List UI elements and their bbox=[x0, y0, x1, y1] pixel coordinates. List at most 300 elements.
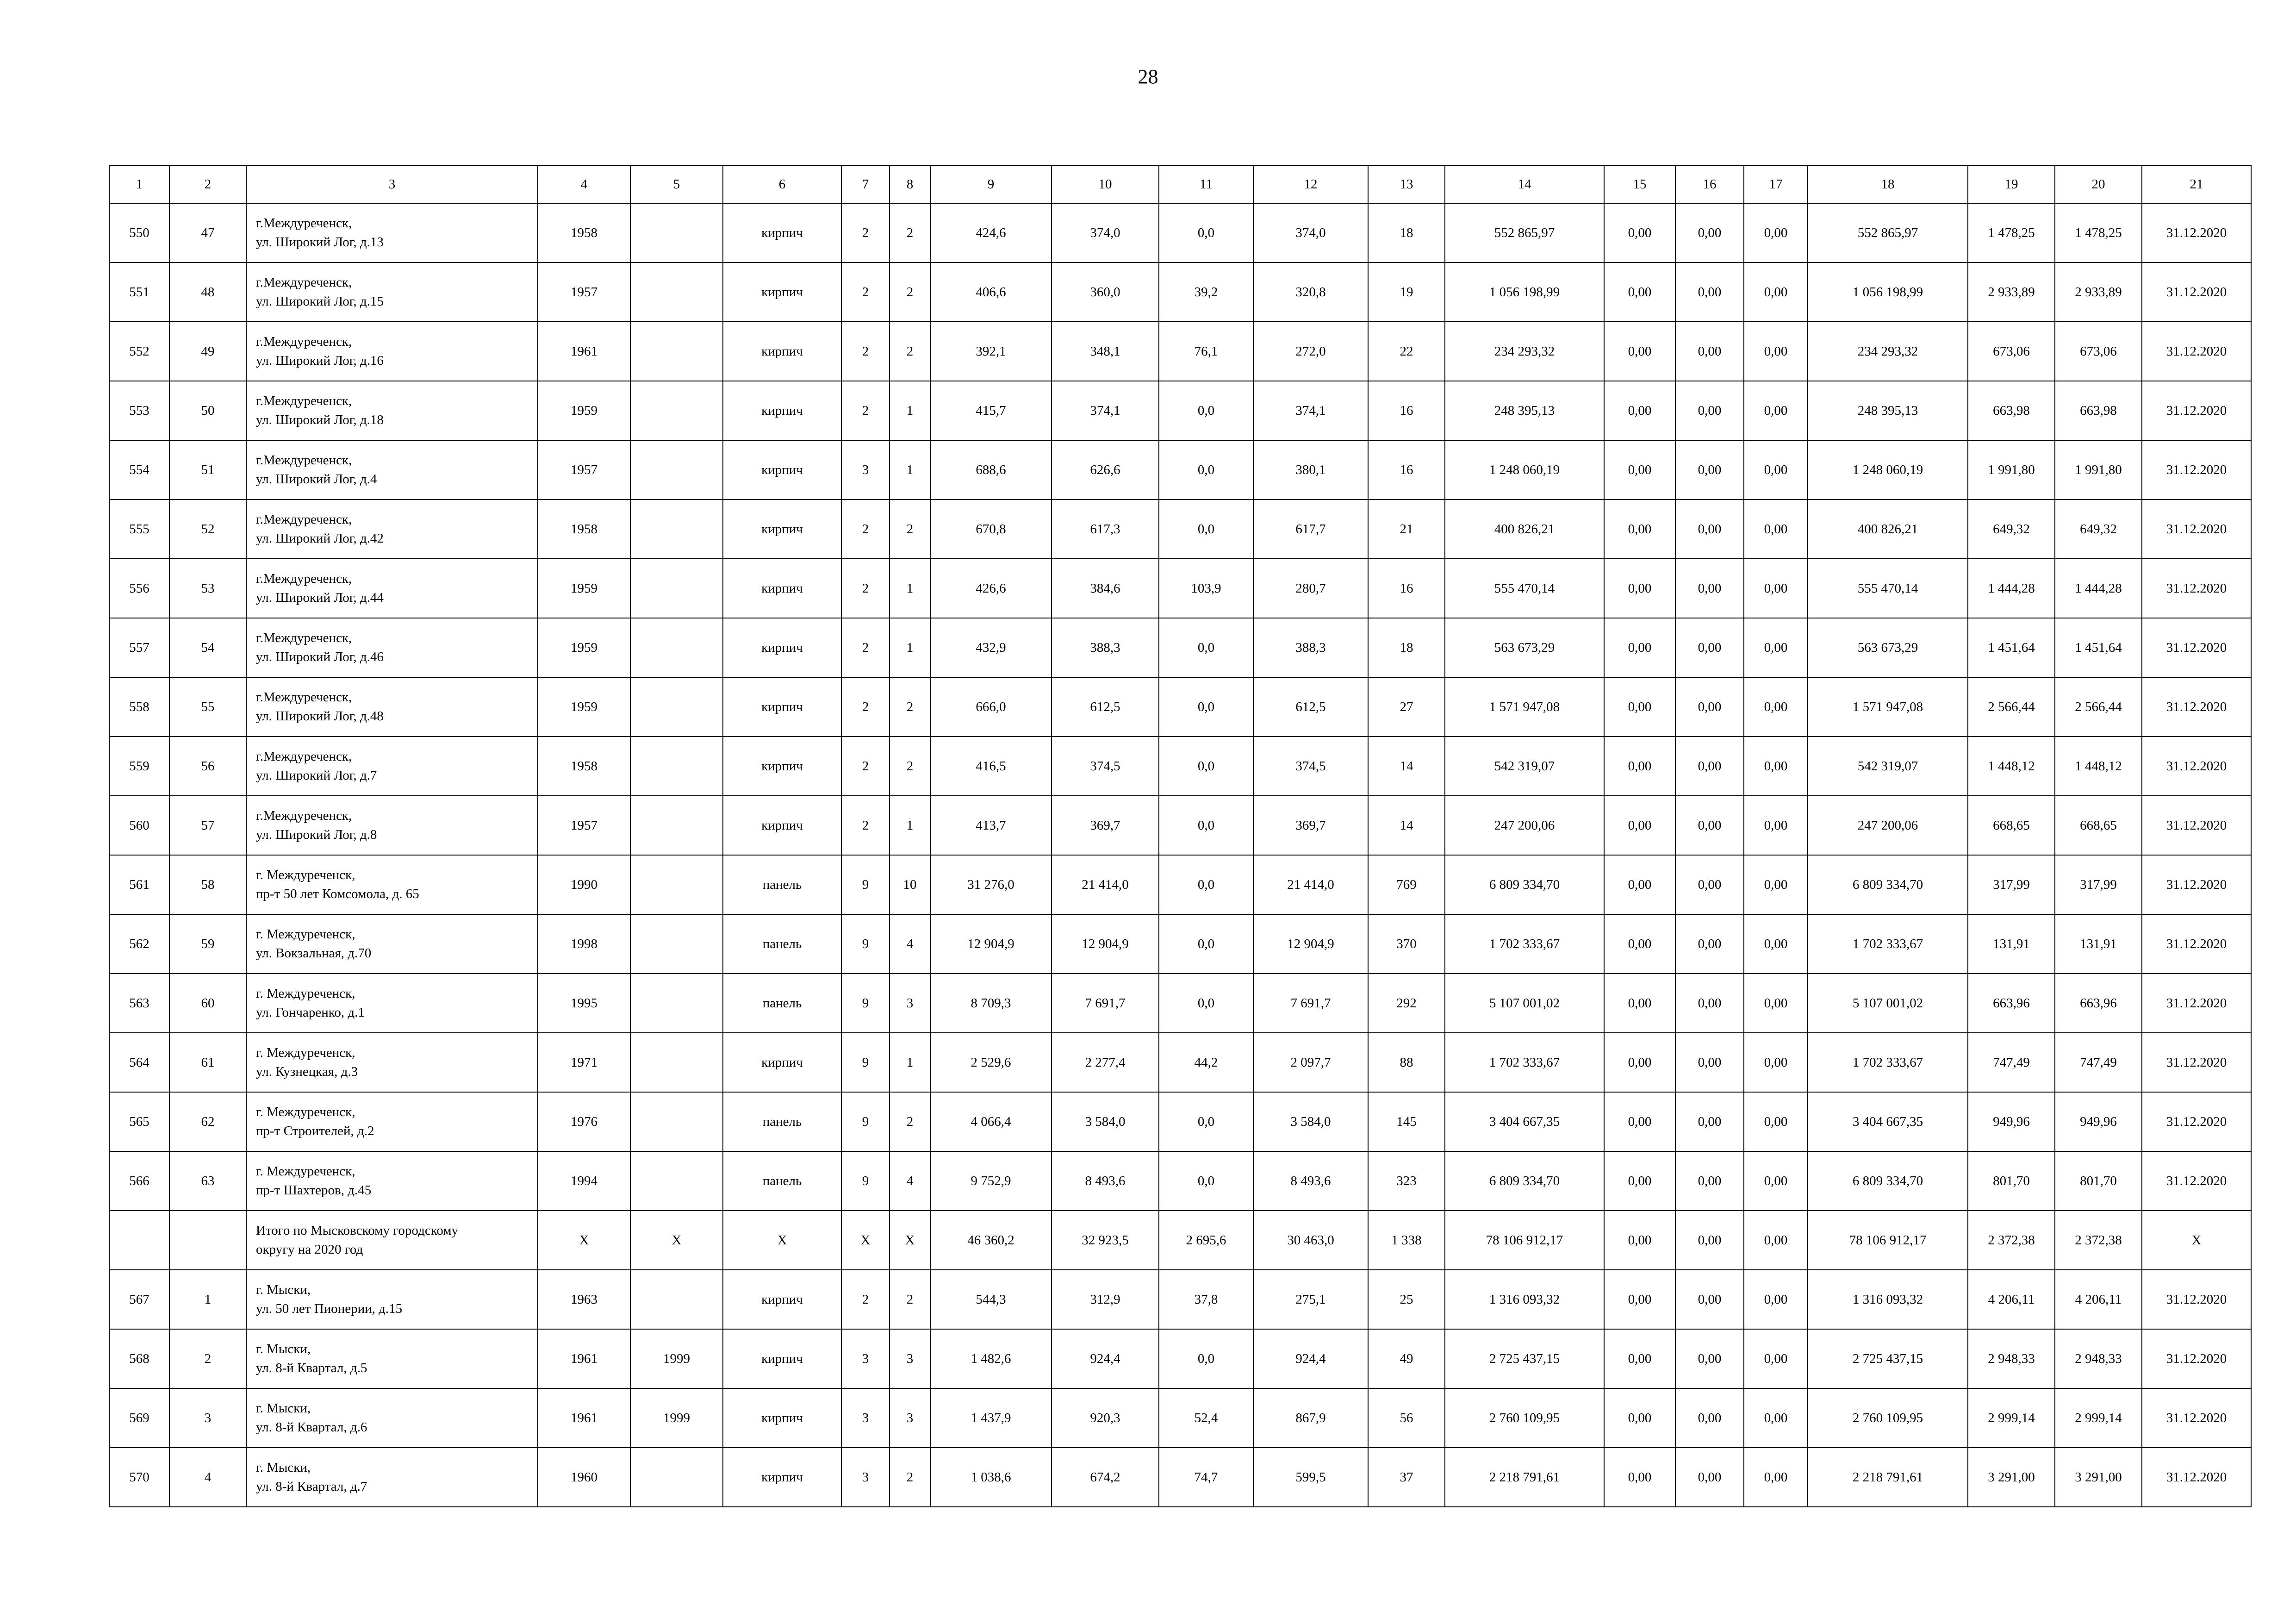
cell-col-14: 1 571 947,08 bbox=[1445, 677, 1604, 737]
cell-col-14: 6 809 334,70 bbox=[1445, 855, 1604, 914]
cell-col-21: 31.12.2020 bbox=[2142, 322, 2251, 381]
address-cell bbox=[246, 262, 538, 322]
cell-col-10: 312,9 bbox=[1052, 1270, 1159, 1329]
cell-col-7: 2 bbox=[841, 262, 890, 322]
cell-col-12: 388,3 bbox=[1253, 618, 1368, 677]
address-line: г. Междуреченск, bbox=[256, 986, 355, 1001]
cell-col-4: 1959 bbox=[538, 381, 630, 440]
cell-col-2: 62 bbox=[169, 1092, 246, 1151]
cell-col-6: кирпич bbox=[723, 677, 841, 737]
table-row bbox=[109, 322, 2251, 381]
cell-col-10: 2 277,4 bbox=[1052, 1033, 1159, 1092]
cell-col-4: 1959 bbox=[538, 559, 630, 618]
cell-col-19: 4 206,11 bbox=[1968, 1270, 2055, 1329]
cell-col-5 bbox=[630, 914, 723, 974]
cell-col-9: 392,1 bbox=[930, 322, 1052, 381]
cell-col-21: 31.12.2020 bbox=[2142, 500, 2251, 559]
cell-col-14: 1 702 333,67 bbox=[1445, 1033, 1604, 1092]
cell-col-6: кирпич bbox=[723, 262, 841, 322]
cell-col-6: кирпич bbox=[723, 381, 841, 440]
cell-col-2: 53 bbox=[169, 559, 246, 618]
cell-col-1: 551 bbox=[109, 262, 169, 322]
address-cell bbox=[246, 559, 538, 618]
cell-col-2: 63 bbox=[169, 1151, 246, 1211]
cell-col-18: 247 200,06 bbox=[1808, 796, 1968, 855]
cell-col-20: 949,96 bbox=[2055, 1092, 2142, 1151]
cell-col-13: 37 bbox=[1368, 1448, 1445, 1507]
cell-col-15: 0,00 bbox=[1604, 1211, 1675, 1270]
cell-col-11: 2 695,6 bbox=[1159, 1211, 1253, 1270]
address-cell bbox=[246, 440, 538, 500]
cell-col-4: 1961 bbox=[538, 1388, 630, 1448]
column-number-cell: 19 bbox=[1968, 165, 2055, 203]
cell-col-15: 0,00 bbox=[1604, 855, 1675, 914]
cell-col-5 bbox=[630, 322, 723, 381]
cell-col-15: 0,00 bbox=[1604, 440, 1675, 500]
cell-col-20: 673,06 bbox=[2055, 322, 2142, 381]
address-line: г. Междуреченск, bbox=[256, 1164, 355, 1179]
address-line: ул. Широкий Лог, д.18 bbox=[256, 412, 384, 427]
column-number-cell: 7 bbox=[841, 165, 890, 203]
cell-col-18: 3 404 667,35 bbox=[1808, 1092, 1968, 1151]
cell-col-13: 21 bbox=[1368, 500, 1445, 559]
address-line: ул. Широкий Лог, д.16 bbox=[256, 353, 384, 368]
cell-col-18: 563 673,29 bbox=[1808, 618, 1968, 677]
address-line: ул. Широкий Лог, д.48 bbox=[256, 709, 384, 724]
cell-col-8: 10 bbox=[890, 855, 930, 914]
column-number-cell: 6 bbox=[723, 165, 841, 203]
cell-col-11: 76,1 bbox=[1159, 322, 1253, 381]
address-line: г. Междуреченск, bbox=[256, 1045, 355, 1060]
cell-col-16: 0,00 bbox=[1675, 262, 1744, 322]
cell-col-10: 8 493,6 bbox=[1052, 1151, 1159, 1211]
cell-col-16: 0,00 bbox=[1675, 618, 1744, 677]
cell-col-2: 54 bbox=[169, 618, 246, 677]
cell-col-2: 1 bbox=[169, 1270, 246, 1329]
cell-col-15: 0,00 bbox=[1604, 1033, 1675, 1092]
cell-col-16: 0,00 bbox=[1675, 677, 1744, 737]
cell-col-9: 544,3 bbox=[930, 1270, 1052, 1329]
column-number-cell: 9 bbox=[930, 165, 1052, 203]
cell-col-12: 924,4 bbox=[1253, 1329, 1368, 1388]
cell-col-5 bbox=[630, 203, 723, 262]
cell-col-9: 1 038,6 bbox=[930, 1448, 1052, 1507]
cell-col-19: 3 291,00 bbox=[1968, 1448, 2055, 1507]
cell-col-1: 553 bbox=[109, 381, 169, 440]
cell-col-21: 31.12.2020 bbox=[2142, 1033, 2251, 1092]
table-row bbox=[109, 262, 2251, 322]
address-line: г.Междуреченск, bbox=[256, 571, 352, 586]
cell-col-1: 552 bbox=[109, 322, 169, 381]
cell-col-15: 0,00 bbox=[1604, 500, 1675, 559]
table-row bbox=[109, 914, 2251, 974]
cell-col-17: 0,00 bbox=[1744, 262, 1808, 322]
cell-col-5 bbox=[630, 262, 723, 322]
cell-col-18: 1 702 333,67 bbox=[1808, 1033, 1968, 1092]
cell-col-12: 8 493,6 bbox=[1253, 1151, 1368, 1211]
cell-col-4: 1994 bbox=[538, 1151, 630, 1211]
address-line: г. Междуреченск, bbox=[256, 868, 355, 882]
cell-col-12: 599,5 bbox=[1253, 1448, 1368, 1507]
cell-col-5 bbox=[630, 677, 723, 737]
cell-col-1: 554 bbox=[109, 440, 169, 500]
cell-col-19: 663,96 bbox=[1968, 974, 2055, 1033]
cell-col-20: 1 451,64 bbox=[2055, 618, 2142, 677]
cell-col-11: 0,0 bbox=[1159, 1329, 1253, 1388]
cell-col-17: 0,00 bbox=[1744, 1329, 1808, 1388]
address-line: ул. Широкий Лог, д.4 bbox=[256, 472, 377, 487]
address-cell bbox=[246, 500, 538, 559]
cell-col-20: 4 206,11 bbox=[2055, 1270, 2142, 1329]
cell-col-13: 18 bbox=[1368, 618, 1445, 677]
cell-col-16: 0,00 bbox=[1675, 1151, 1744, 1211]
cell-col-6: кирпич bbox=[723, 559, 841, 618]
cell-col-14: 6 809 334,70 bbox=[1445, 1151, 1604, 1211]
cell-col-8: 1 bbox=[890, 796, 930, 855]
cell-col-13: 56 bbox=[1368, 1388, 1445, 1448]
cell-col-21: 31.12.2020 bbox=[2142, 1388, 2251, 1448]
page-number: 28 bbox=[1138, 65, 1158, 88]
cell-col-5 bbox=[630, 1270, 723, 1329]
cell-col-10: 388,3 bbox=[1052, 618, 1159, 677]
cell-col-9: 688,6 bbox=[930, 440, 1052, 500]
cell-col-21: 31.12.2020 bbox=[2142, 914, 2251, 974]
cell-col-11: 0,0 bbox=[1159, 737, 1253, 796]
cell-col-17: 0,00 bbox=[1744, 559, 1808, 618]
cell-col-1: 564 bbox=[109, 1033, 169, 1092]
cell-col-10: 348,1 bbox=[1052, 322, 1159, 381]
cell-col-21: 31.12.2020 bbox=[2142, 618, 2251, 677]
cell-col-7: 2 bbox=[841, 381, 890, 440]
cell-col-14: 2 218 791,61 bbox=[1445, 1448, 1604, 1507]
cell-col-12: 374,5 bbox=[1253, 737, 1368, 796]
cell-col-4: 1995 bbox=[538, 974, 630, 1033]
column-number-cell: 4 bbox=[538, 165, 630, 203]
cell-col-15: 0,00 bbox=[1604, 1270, 1675, 1329]
cell-col-11: 0,0 bbox=[1159, 1092, 1253, 1151]
cell-col-12: 3 584,0 bbox=[1253, 1092, 1368, 1151]
cell-col-4: X bbox=[538, 1211, 630, 1270]
cell-col-4: 1998 bbox=[538, 914, 630, 974]
cell-col-8: 3 bbox=[890, 1388, 930, 1448]
cell-col-16: 0,00 bbox=[1675, 203, 1744, 262]
cell-col-9: 4 066,4 bbox=[930, 1092, 1052, 1151]
cell-col-9: 2 529,6 bbox=[930, 1033, 1052, 1092]
cell-col-5 bbox=[630, 381, 723, 440]
table-row bbox=[109, 1329, 2251, 1388]
cell-col-9: 666,0 bbox=[930, 677, 1052, 737]
cell-col-20: 2 999,14 bbox=[2055, 1388, 2142, 1448]
column-number-cell: 5 bbox=[630, 165, 723, 203]
cell-col-10: 374,1 bbox=[1052, 381, 1159, 440]
address-line: ул. Широкий Лог, д.44 bbox=[256, 590, 384, 605]
cell-col-18: 78 106 912,17 bbox=[1808, 1211, 1968, 1270]
address-cell bbox=[246, 1211, 538, 1270]
address-line: ул. Широкий Лог, д.46 bbox=[256, 650, 384, 664]
cell-col-16: 0,00 bbox=[1675, 1448, 1744, 1507]
address-cell bbox=[246, 1033, 538, 1092]
address-line: ул. Широкий Лог, д.7 bbox=[256, 768, 377, 783]
cell-col-13: 14 bbox=[1368, 737, 1445, 796]
cell-col-15: 0,00 bbox=[1604, 203, 1675, 262]
cell-col-15: 0,00 bbox=[1604, 796, 1675, 855]
cell-col-19: 1 991,80 bbox=[1968, 440, 2055, 500]
cell-col-18: 6 809 334,70 bbox=[1808, 855, 1968, 914]
cell-col-1: 557 bbox=[109, 618, 169, 677]
cell-col-15: 0,00 bbox=[1604, 974, 1675, 1033]
cell-col-14: 5 107 001,02 bbox=[1445, 974, 1604, 1033]
cell-col-1: 558 bbox=[109, 677, 169, 737]
housing-registry-table bbox=[109, 165, 2252, 1507]
cell-col-15: 0,00 bbox=[1604, 1092, 1675, 1151]
cell-col-10: 674,2 bbox=[1052, 1448, 1159, 1507]
address-cell bbox=[246, 1329, 538, 1388]
cell-col-19: 673,06 bbox=[1968, 322, 2055, 381]
cell-col-6: кирпич bbox=[723, 796, 841, 855]
cell-col-18: 1 248 060,19 bbox=[1808, 440, 1968, 500]
cell-col-7: 3 bbox=[841, 440, 890, 500]
address-cell bbox=[246, 203, 538, 262]
cell-col-10: 360,0 bbox=[1052, 262, 1159, 322]
cell-col-1: 568 bbox=[109, 1329, 169, 1388]
cell-col-8: 1 bbox=[890, 618, 930, 677]
address-cell bbox=[246, 914, 538, 974]
cell-col-7: 9 bbox=[841, 974, 890, 1033]
cell-col-20: 2 372,38 bbox=[2055, 1211, 2142, 1270]
cell-col-8: 2 bbox=[890, 1448, 930, 1507]
cell-col-20: 2 948,33 bbox=[2055, 1329, 2142, 1388]
cell-col-8: 2 bbox=[890, 1270, 930, 1329]
cell-col-2: 56 bbox=[169, 737, 246, 796]
address-line: ул. Вокзальная, д.70 bbox=[256, 946, 372, 961]
cell-col-17: 0,00 bbox=[1744, 796, 1808, 855]
cell-col-21: 31.12.2020 bbox=[2142, 1270, 2251, 1329]
cell-col-17: 0,00 bbox=[1744, 322, 1808, 381]
cell-col-6: кирпич bbox=[723, 440, 841, 500]
cell-col-18: 1 056 198,99 bbox=[1808, 262, 1968, 322]
cell-col-19: 2 372,38 bbox=[1968, 1211, 2055, 1270]
cell-col-11: 0,0 bbox=[1159, 974, 1253, 1033]
cell-col-9: 12 904,9 bbox=[930, 914, 1052, 974]
column-number-cell: 1 bbox=[109, 165, 169, 203]
cell-col-21: 31.12.2020 bbox=[2142, 262, 2251, 322]
cell-col-15: 0,00 bbox=[1604, 677, 1675, 737]
cell-col-1: 550 bbox=[109, 203, 169, 262]
cell-col-17: 0,00 bbox=[1744, 203, 1808, 262]
address-line: пр-т 50 лет Комсомола, д. 65 bbox=[256, 887, 419, 901]
cell-col-20: 1 478,25 bbox=[2055, 203, 2142, 262]
cell-col-7: 2 bbox=[841, 618, 890, 677]
cell-col-6: кирпич bbox=[723, 618, 841, 677]
cell-col-20: 1 448,12 bbox=[2055, 737, 2142, 796]
cell-col-17: 0,00 bbox=[1744, 677, 1808, 737]
cell-col-9: 1 437,9 bbox=[930, 1388, 1052, 1448]
cell-col-9: 432,9 bbox=[930, 618, 1052, 677]
cell-col-16: 0,00 bbox=[1675, 1033, 1744, 1092]
cell-col-17: 0,00 bbox=[1744, 1092, 1808, 1151]
cell-col-11: 44,2 bbox=[1159, 1033, 1253, 1092]
cell-col-5 bbox=[630, 440, 723, 500]
cell-col-7: 2 bbox=[841, 1270, 890, 1329]
cell-col-14: 563 673,29 bbox=[1445, 618, 1604, 677]
cell-col-11: 0,0 bbox=[1159, 796, 1253, 855]
cell-col-21: 31.12.2020 bbox=[2142, 559, 2251, 618]
cell-col-18: 1 571 947,08 bbox=[1808, 677, 1968, 737]
cell-col-21: 31.12.2020 bbox=[2142, 737, 2251, 796]
cell-col-11: 37,8 bbox=[1159, 1270, 1253, 1329]
cell-col-12: 320,8 bbox=[1253, 262, 1368, 322]
cell-col-11: 0,0 bbox=[1159, 440, 1253, 500]
address-line: г.Междуреченск, bbox=[256, 275, 352, 290]
address-cell bbox=[246, 796, 538, 855]
table-row bbox=[109, 1448, 2251, 1507]
cell-col-20: 1 444,28 bbox=[2055, 559, 2142, 618]
cell-col-14: 2 760 109,95 bbox=[1445, 1388, 1604, 1448]
cell-col-7: 3 bbox=[841, 1448, 890, 1507]
cell-col-21: 31.12.2020 bbox=[2142, 974, 2251, 1033]
address-cell bbox=[246, 1270, 538, 1329]
cell-col-5: 1999 bbox=[630, 1388, 723, 1448]
cell-col-4: 1960 bbox=[538, 1448, 630, 1507]
cell-col-9: 8 709,3 bbox=[930, 974, 1052, 1033]
cell-col-8: 4 bbox=[890, 1151, 930, 1211]
cell-col-14: 248 395,13 bbox=[1445, 381, 1604, 440]
cell-col-2 bbox=[169, 1211, 246, 1270]
cell-col-5: 1999 bbox=[630, 1329, 723, 1388]
table-row bbox=[109, 855, 2251, 914]
address-line: ул. 50 лет Пионерии, д.15 bbox=[256, 1301, 403, 1316]
cell-col-13: 18 bbox=[1368, 203, 1445, 262]
table-row bbox=[109, 1033, 2251, 1092]
cell-col-11: 0,0 bbox=[1159, 855, 1253, 914]
cell-col-10: 617,3 bbox=[1052, 500, 1159, 559]
cell-col-17: 0,00 bbox=[1744, 1388, 1808, 1448]
cell-col-20: 668,65 bbox=[2055, 796, 2142, 855]
cell-col-13: 27 bbox=[1368, 677, 1445, 737]
cell-col-7: 2 bbox=[841, 796, 890, 855]
cell-col-21: 31.12.2020 bbox=[2142, 1329, 2251, 1388]
cell-col-12: 21 414,0 bbox=[1253, 855, 1368, 914]
cell-col-19: 1 451,64 bbox=[1968, 618, 2055, 677]
cell-col-2: 49 bbox=[169, 322, 246, 381]
cell-col-1: 562 bbox=[109, 914, 169, 974]
cell-col-4: 1976 bbox=[538, 1092, 630, 1151]
table-row bbox=[109, 1151, 2251, 1211]
cell-col-19: 1 478,25 bbox=[1968, 203, 2055, 262]
cell-col-4: 1957 bbox=[538, 262, 630, 322]
cell-col-21: 31.12.2020 bbox=[2142, 677, 2251, 737]
cell-col-17: 0,00 bbox=[1744, 618, 1808, 677]
cell-col-10: 374,5 bbox=[1052, 737, 1159, 796]
cell-col-9: 31 276,0 bbox=[930, 855, 1052, 914]
address-line: пр-т Строителей, д.2 bbox=[256, 1124, 374, 1138]
cell-col-10: 626,6 bbox=[1052, 440, 1159, 500]
cell-col-1: 556 bbox=[109, 559, 169, 618]
cell-col-11: 0,0 bbox=[1159, 914, 1253, 974]
cell-col-5 bbox=[630, 559, 723, 618]
cell-col-7: 2 bbox=[841, 737, 890, 796]
cell-col-12: 30 463,0 bbox=[1253, 1211, 1368, 1270]
address-line: г.Междуреченск, bbox=[256, 394, 352, 408]
cell-col-13: 14 bbox=[1368, 796, 1445, 855]
cell-col-4: 1957 bbox=[538, 796, 630, 855]
cell-col-19: 668,65 bbox=[1968, 796, 2055, 855]
cell-col-6: кирпич bbox=[723, 500, 841, 559]
address-line: г. Междуреченск, bbox=[256, 1105, 355, 1119]
cell-col-13: 19 bbox=[1368, 262, 1445, 322]
cell-col-9: 415,7 bbox=[930, 381, 1052, 440]
cell-col-14: 552 865,97 bbox=[1445, 203, 1604, 262]
cell-col-8: 1 bbox=[890, 381, 930, 440]
cell-col-17: 0,00 bbox=[1744, 855, 1808, 914]
cell-col-6: кирпич bbox=[723, 1329, 841, 1388]
cell-col-5 bbox=[630, 1033, 723, 1092]
table-row bbox=[109, 381, 2251, 440]
cell-col-10: 920,3 bbox=[1052, 1388, 1159, 1448]
cell-col-17: 0,00 bbox=[1744, 1448, 1808, 1507]
column-number-cell: 10 bbox=[1052, 165, 1159, 203]
cell-col-14: 1 056 198,99 bbox=[1445, 262, 1604, 322]
cell-col-2: 50 bbox=[169, 381, 246, 440]
table-row bbox=[109, 440, 2251, 500]
address-line: ул. 8-й Квартал, д.6 bbox=[256, 1420, 367, 1435]
column-number-cell: 18 bbox=[1808, 165, 1968, 203]
cell-col-18: 234 293,32 bbox=[1808, 322, 1968, 381]
cell-col-15: 0,00 bbox=[1604, 322, 1675, 381]
cell-col-7: 9 bbox=[841, 855, 890, 914]
cell-col-20: 1 991,80 bbox=[2055, 440, 2142, 500]
cell-col-10: 12 904,9 bbox=[1052, 914, 1159, 974]
cell-col-12: 867,9 bbox=[1253, 1388, 1368, 1448]
address-line: г.Междуреченск, bbox=[256, 334, 352, 349]
table-row bbox=[109, 796, 2251, 855]
cell-col-13: 88 bbox=[1368, 1033, 1445, 1092]
address-line: ул. 8-й Квартал, д.7 bbox=[256, 1479, 367, 1494]
address-line: г.Междуреченск, bbox=[256, 808, 352, 823]
cell-col-12: 374,0 bbox=[1253, 203, 1368, 262]
table-row bbox=[109, 974, 2251, 1033]
cell-col-4: 1959 bbox=[538, 618, 630, 677]
cell-col-6: панель bbox=[723, 855, 841, 914]
cell-col-12: 272,0 bbox=[1253, 322, 1368, 381]
cell-col-20: 747,49 bbox=[2055, 1033, 2142, 1092]
cell-col-11: 0,0 bbox=[1159, 1151, 1253, 1211]
cell-col-7: 2 bbox=[841, 559, 890, 618]
cell-col-8: 3 bbox=[890, 1329, 930, 1388]
cell-col-15: 0,00 bbox=[1604, 914, 1675, 974]
cell-col-21: 31.12.2020 bbox=[2142, 203, 2251, 262]
cell-col-6: кирпич bbox=[723, 737, 841, 796]
cell-col-7: 9 bbox=[841, 1151, 890, 1211]
cell-col-16: 0,00 bbox=[1675, 322, 1744, 381]
column-number-row bbox=[109, 165, 2251, 203]
cell-col-14: 1 248 060,19 bbox=[1445, 440, 1604, 500]
cell-col-6: панель bbox=[723, 914, 841, 974]
table-row bbox=[109, 500, 2251, 559]
cell-col-21: 31.12.2020 bbox=[2142, 381, 2251, 440]
address-line: г. Междуреченск, bbox=[256, 927, 355, 942]
cell-col-18: 555 470,14 bbox=[1808, 559, 1968, 618]
cell-col-16: 0,00 bbox=[1675, 381, 1744, 440]
cell-col-11: 0,0 bbox=[1159, 677, 1253, 737]
cell-col-21: 31.12.2020 bbox=[2142, 796, 2251, 855]
address-line: г.Междуреченск, bbox=[256, 216, 352, 231]
cell-col-20: 3 291,00 bbox=[2055, 1448, 2142, 1507]
cell-col-8: 1 bbox=[890, 440, 930, 500]
cell-col-11: 103,9 bbox=[1159, 559, 1253, 618]
cell-col-16: 0,00 bbox=[1675, 440, 1744, 500]
address-cell bbox=[246, 381, 538, 440]
